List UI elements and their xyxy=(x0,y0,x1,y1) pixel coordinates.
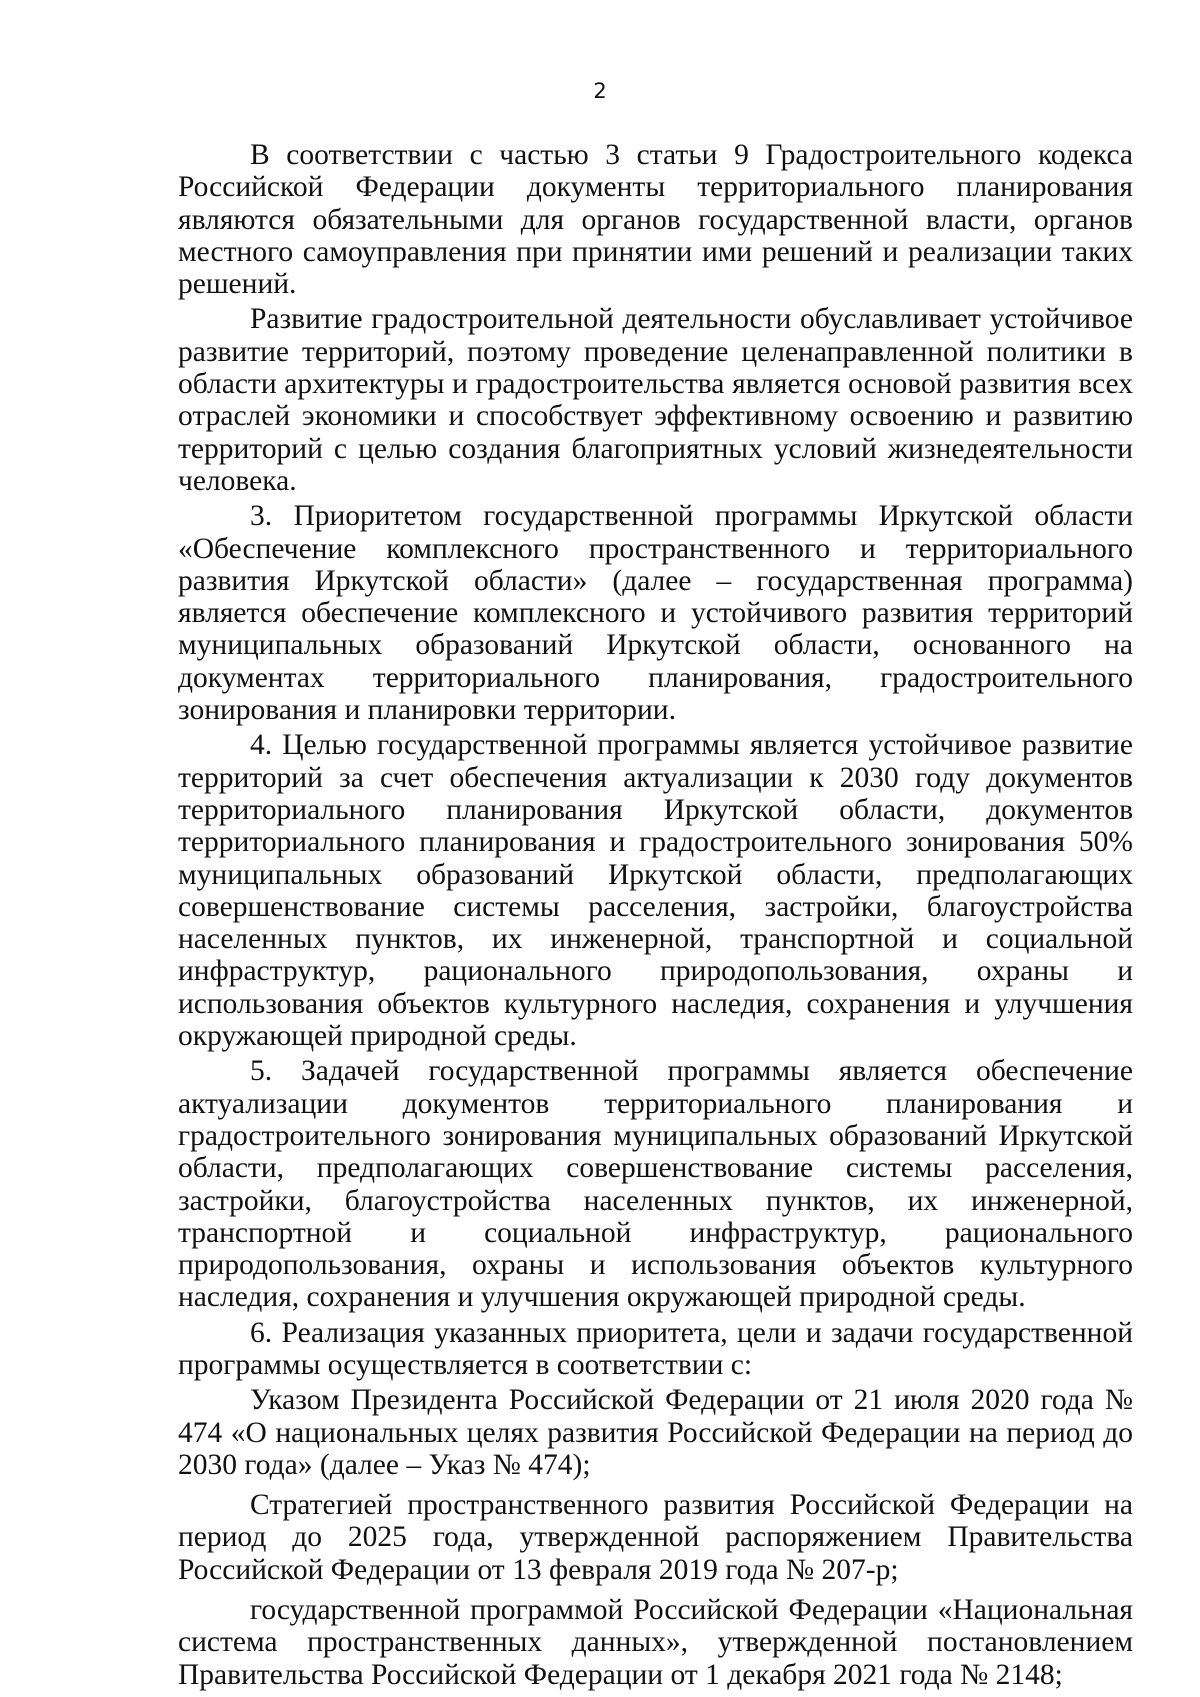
paragraph-urban-planning-code: В соответствии с частью 3 статьи 9 Градостроительного кодекса Российской Федерации документы территориального планирования являются обязательными для органов государственной власти, органов местного самоуправления при принятии ими решений и реализации таких решений. xyxy=(178,139,1133,301)
paragraph-spatial-strategy: Стратегией пространственного развития Российской Федерации на период до 2025 года, утвержденной распоряжением Правительства Российской Федерации от 13 февраля 2019 года № 207-р; xyxy=(178,1489,1133,1586)
paragraph-program-goal: 4. Целью государственной программы является устойчивое развитие территорий за счет обеспечения актуализации к 2030 году документов территориального планирования Иркутской области, документов территориального планирования и градостроительного зонирования 50% муниципальных образований Иркутской области, предполагающих совершенствование системы расселения, застройки, благоустройства населенных пунктов, их инженерной, транспортной и социальной инфраструктур, рационального природопользования, охраны и использования объектов культурного наследия, сохранения и улучшения окружающей природной среды. xyxy=(178,729,1133,1053)
paragraph-decree-474: Указом Президента Российской Федерации от 21 июля 2020 года № 474 «О национальных целях развития Российской Федерации на период до 2030 года» (далее – Указ № 474); xyxy=(178,1384,1133,1481)
paragraph-implementation: 6. Реализация указанных приоритета, цели и задачи государственной программы осуществляется в соответствии с: xyxy=(178,1316,1133,1381)
paragraph-spatial-data-program: государственной программой Российской Федерации «Национальная система пространственных данных», утвержденной постановлением Правительства Российской Федерации от 1 декабря 2021 года № 2148; xyxy=(178,1594,1133,1691)
paragraph-program-task: 5. Задачей государственной программы является обеспечение актуализации документов территориального планирования и градостроительного зонирования муниципальных образований Иркутской области, предполагающих совершенствование системы расселения, застройки, благоустройства населенных пунктов, их инженерной, транспортной и социальной инфраструктур, рационального природопользования, охраны и использования объектов культурного наследия, сохранения и улучшения окружающей природной среды. xyxy=(178,1055,1133,1314)
document-body xyxy=(178,139,1133,1691)
page-number: 2 xyxy=(593,79,607,103)
paragraph-program-priority: 3. Приоритетом государственной программы Иркутской области «Обеспечение комплексного пространственного и территориального развития Иркутской области» (далее – государственная программа) является обеспечение комплексного и устойчивого развития территорий муниципальных образований Иркутской области, основанного на документах территориального планирования, градостроительного зонирования и планировки территории. xyxy=(178,500,1133,727)
paragraph-urban-development: Развитие градостроительной деятельности обуславливает устойчивое развитие территорий, поэтому проведение целенаправленной политики в области архитектуры и градостроительства является основой развития всех отраслей экономики и способствует эффективному освоению и развитию территорий с целью создания благоприятных условий жизнедеятельности человека. xyxy=(178,303,1133,497)
